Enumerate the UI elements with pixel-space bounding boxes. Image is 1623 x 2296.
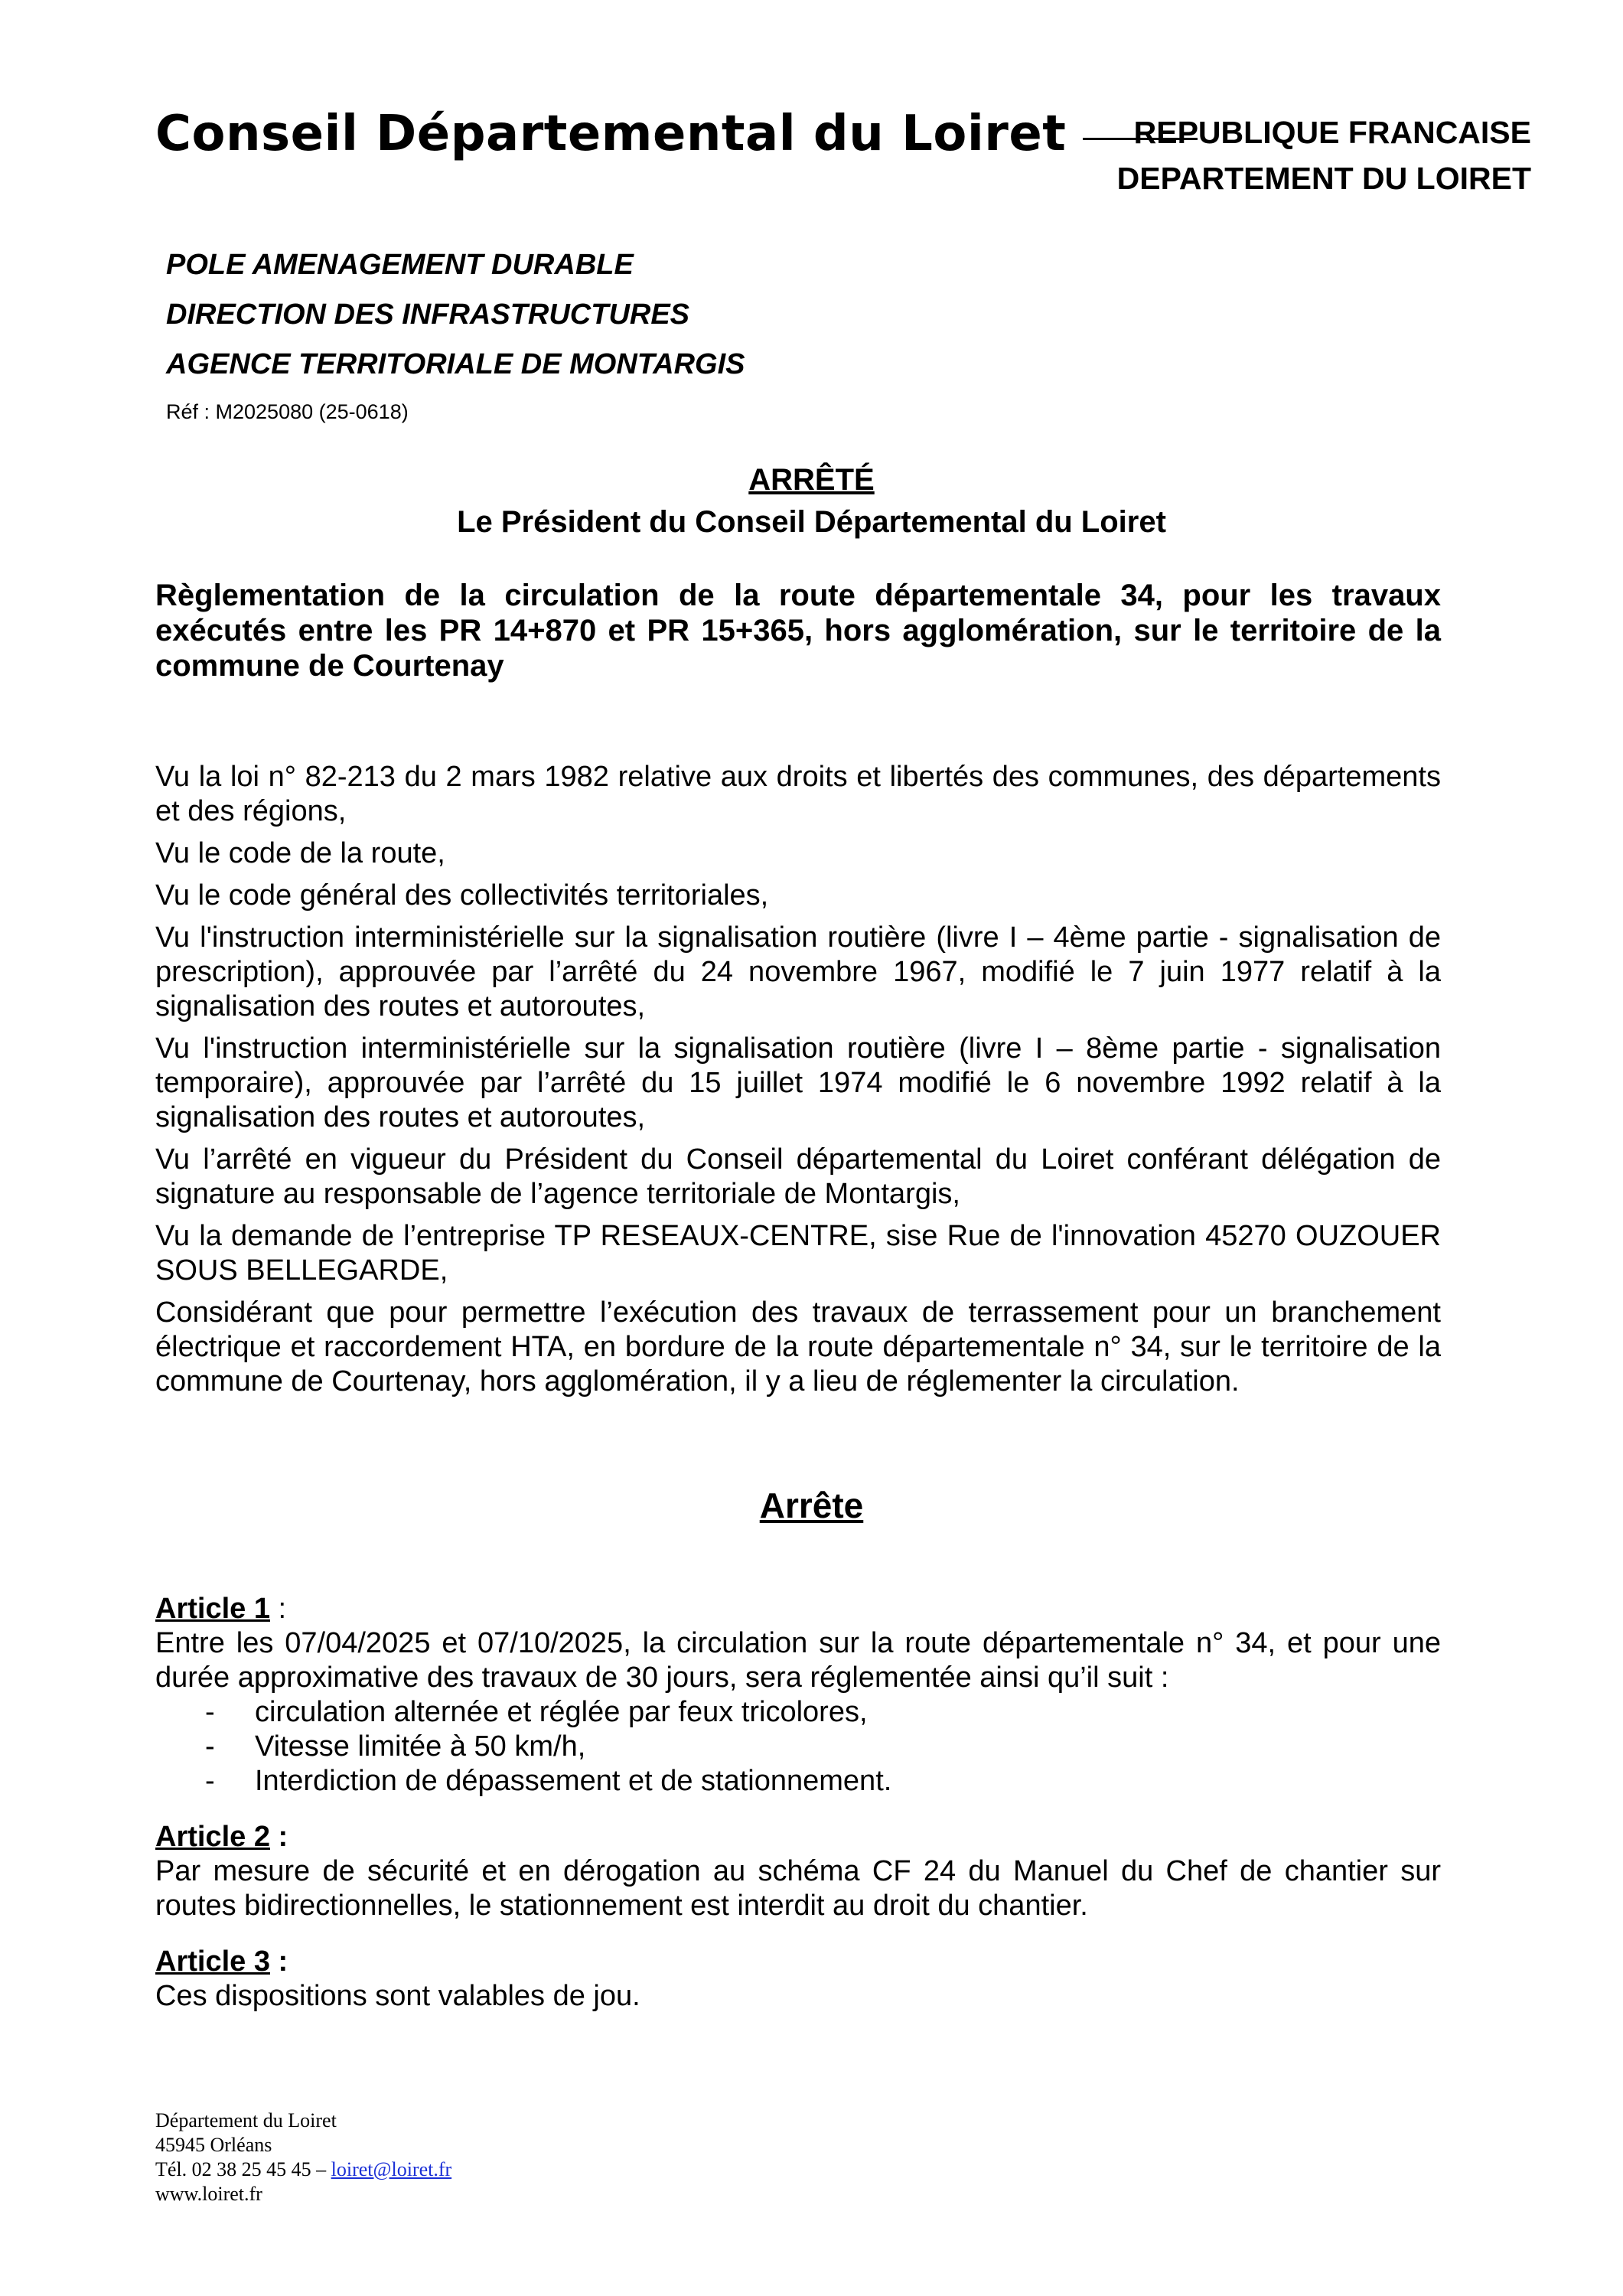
- article-3-body: Ces dispositions sont valables de jou.: [155, 1980, 640, 2012]
- article-3-suffix: :: [269, 1945, 288, 1978]
- reference: Réf : M2025080 (25-0618): [166, 400, 409, 423]
- list-item: - Interdiction de dépassement et de stationnement.: [155, 1764, 1441, 1799]
- consideration-item: Vu la demande de l’entreprise TP RESEAUX-CENTRE, sise Rue de l'innovation 45270 OUZOUER SOUS BELLEGARDE,: [155, 1220, 1441, 1287]
- considerations: [155, 760, 1441, 1407]
- list-item: - circulation alternée et réglée par feux tricolores,: [155, 1695, 1441, 1730]
- article-1-title: Article 1: [155, 1593, 270, 1625]
- article-3-heading: [155, 1945, 1441, 1979]
- pole-label: POLE AMENAGEMENT DURABLE: [166, 249, 634, 281]
- consideration-item: Vu l’arrêté en vigueur du Président du Conseil départemental du Loiret conférant délégation de signature au responsable de l’agence territoriale de Montargis,: [155, 1143, 1441, 1210]
- footer-contact: [155, 2157, 451, 2182]
- article-1-list: [155, 1695, 1441, 1799]
- direction-label: DIRECTION DES INFRASTRUCTURES: [166, 298, 690, 331]
- decree-subject: Règlementation de la circulation de la route départementale 34, pour les travaux exécutés entre les PR 14+870 et PR 15+365, hors agglomération, sur le territoire de la commune de Courtenay: [155, 579, 1441, 683]
- consideration-item: Vu le code général des collectivités territoriales,: [155, 879, 769, 912]
- decree-heading: ARRÊTÉ: [748, 463, 875, 497]
- consideration-item: Vu l'instruction interministérielle sur la signalisation routière (livre I – 4ème partie - signalisation de prescription), approuvée par l’arrêté du 24 novembre 1967, modifié le 7 juin 1977 relatif à la signalisation des routes et autoroutes,: [155, 921, 1441, 1022]
- article-2-title: Article 2: [155, 1821, 270, 1853]
- footer: [155, 2108, 451, 2206]
- consideration-item: Vu le code de la route,: [155, 837, 445, 869]
- footer-phone: Tél. 02 38 25 45 45 –: [155, 2158, 331, 2180]
- consideration-item: Vu la loi n° 82-213 du 2 mars 1982 relative aux droits et libertés des communes, des départements et des régions,: [155, 761, 1441, 827]
- strike-line: [1083, 138, 1198, 140]
- article-1-heading: [155, 1592, 1441, 1626]
- council-title: Conseil Départemental du Loiret: [155, 106, 1067, 162]
- list-item: - Vitesse limitée à 50 km/h,: [155, 1730, 1441, 1764]
- footer-website: www.loiret.fr: [155, 2183, 262, 2205]
- footer-city: 45945 Orléans: [155, 2134, 272, 2156]
- president-title: Le Président du Conseil Départemental du Loiret: [457, 505, 1166, 539]
- consideration-item: Vu l'instruction interministérielle sur la signalisation routière (livre I – 8ème partie - signalisation temporaire), approuvée par l’arrêté du 15 juillet 1974 modifié le 6 novembre 1992 relatif à la signalisation des routes et autoroutes,: [155, 1032, 1441, 1133]
- article-2-body: Par mesure de sécurité et en dérogation au schéma CF 24 du Manuel du Chef de chantier sur routes bidirectionnelles, le stationnement est interdit au droit du chantier.: [155, 1855, 1441, 1922]
- footer-name: Département du Loiret: [155, 2109, 337, 2131]
- article-3-title: Article 3: [155, 1945, 270, 1978]
- agency-label: AGENCE TERRITORIALE DE MONTARGIS: [166, 348, 745, 380]
- articles: [155, 1592, 1441, 2035]
- article-1: [155, 1592, 1441, 1799]
- department-label: DEPARTEMENT DU LOIRET: [1116, 161, 1531, 196]
- article-2-suffix: :: [269, 1821, 288, 1853]
- consideration-item: Considérant que pour permettre l’exécution des travaux de terrassement pour un branchement électrique et raccordement HTA, en bordure de la route départementale n° 34, sur le territoire de la commune de Courtenay, hors agglomération, il y a lieu de réglementer la circulation.: [155, 1296, 1441, 1397]
- footer-email-link[interactable]: loiret@loiret.fr: [331, 2158, 452, 2180]
- article-1-body: Entre les 07/04/2025 et 07/10/2025, la circulation sur la route départementale n° 34, et pour une durée approximative des travaux de 30 jours, sera réglementée ainsi qu’il suit :: [155, 1627, 1441, 1694]
- republic-label: REPUBLIQUE FRANCAISE: [1133, 115, 1531, 150]
- article-2-heading: [155, 1820, 1441, 1854]
- article-2: [155, 1820, 1441, 1923]
- article-3: [155, 1945, 1441, 2014]
- arrete-title: Arrête: [759, 1486, 864, 1525]
- article-1-suffix: :: [269, 1593, 287, 1625]
